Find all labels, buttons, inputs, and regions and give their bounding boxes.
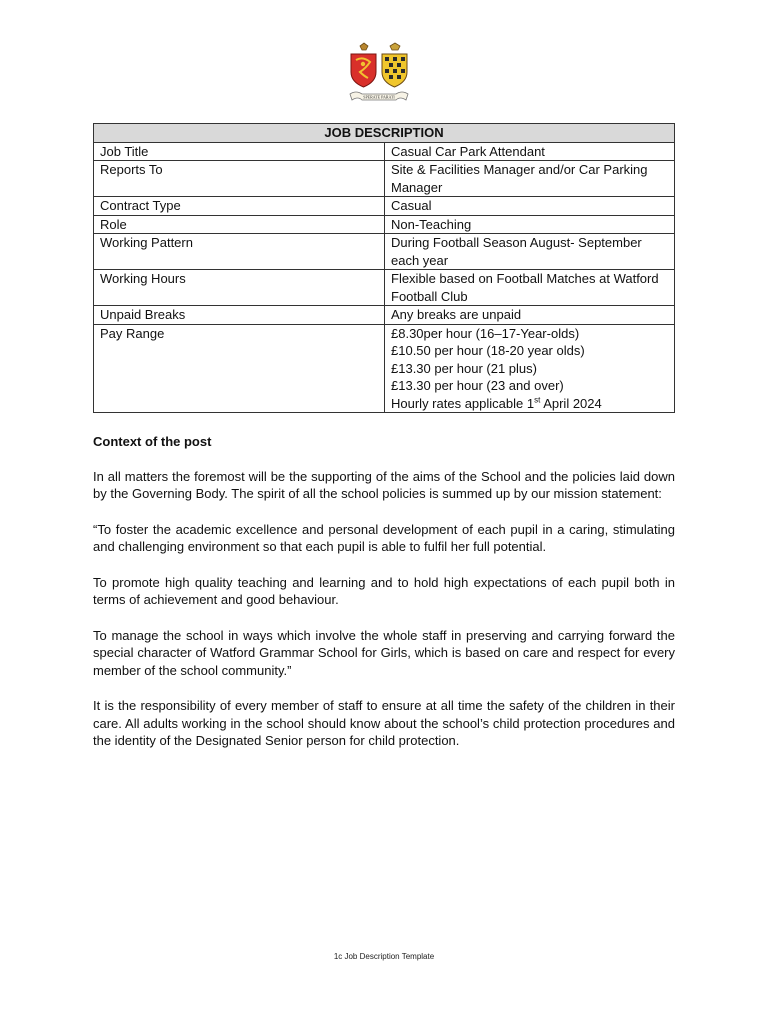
row-value-reports-to: Site & Facilities Manager and/or Car Parking Manager <box>385 161 675 197</box>
row-label-pay-range: Pay Range <box>94 324 385 413</box>
pay-rate-line: £13.30 per hour (21 plus) <box>391 360 537 376</box>
row-value-job-title: Casual Car Park Attendant <box>385 142 675 161</box>
table-row <box>94 197 675 216</box>
context-heading: Context of the post <box>93 434 212 449</box>
school-crest-logo <box>348 42 410 104</box>
table-row <box>94 324 675 413</box>
context-paragraph: In all matters the foremost will be the supporting of the aims of the School and the policies laid down by the Governing Body. The spirit of all the school policies is summed up by our mission statement: <box>93 468 675 501</box>
pay-rate-line: £10.50 per hour (18-20 year olds) <box>391 343 585 358</box>
footer-text: 1c Job Description Template <box>333 952 435 961</box>
table-row <box>94 161 675 197</box>
pay-effective-prefix: Hourly rates applicable 1 <box>391 395 535 411</box>
row-value-unpaid-breaks: Any breaks are unpaid <box>385 306 675 325</box>
table-header: JOB DESCRIPTION <box>94 124 675 143</box>
context-paragraph: “To foster the academic excellence and personal development of each pupil in a caring, stimulating and challenging environment so that each pupil is able to fulfil her full potential. <box>93 521 675 554</box>
pay-rate-line: £8.30per hour (16–17-Year-olds) <box>391 325 580 341</box>
crest-icon <box>348 42 410 104</box>
table-row <box>94 215 675 234</box>
row-value-working-pattern: During Football Season August- September each year <box>385 234 675 270</box>
row-label-role: Role <box>94 215 385 234</box>
table-row <box>94 306 675 325</box>
pay-effective-suffix: April 2024 <box>540 395 602 411</box>
crest-motto: SPERATE PARATI <box>363 94 395 100</box>
row-label-unpaid-breaks: Unpaid Breaks <box>94 306 385 325</box>
row-label-contract-type: Contract Type <box>94 197 385 216</box>
row-value-role: Non-Teaching <box>385 215 675 234</box>
context-section <box>93 433 675 768</box>
row-value-pay-range <box>385 324 675 413</box>
row-label-reports-to: Reports To <box>94 161 385 197</box>
row-label-working-pattern: Working Pattern <box>94 234 385 270</box>
row-value-working-hours: Flexible based on Football Matches at Watford Football Club <box>385 270 675 306</box>
job-description-table <box>93 123 675 413</box>
pay-effective-sup: st <box>534 395 541 405</box>
row-value-contract-type: Casual <box>385 197 675 216</box>
table-row <box>94 142 675 161</box>
table-row <box>94 234 675 270</box>
pay-effective-date <box>391 395 668 413</box>
context-paragraph: To promote high quality teaching and learning and to hold high expectations of each pupil both in terms of achievement and good behaviour. <box>93 574 675 607</box>
context-paragraph: To manage the school in ways which involve the whole staff in preserving and carrying forward the special character of Watford Grammar School for Girls, which is based on care and respect for every member of the school community.” <box>93 627 675 678</box>
row-label-job-title: Job Title <box>94 142 385 161</box>
context-paragraph: It is the responsibility of every member of staff to ensure at all time the safety of the children in their care. All adults working in the school should know about the school’s child protection procedures and the identity of the Designated Senior person for child protection. <box>93 698 675 748</box>
row-label-working-hours: Working Hours <box>94 270 385 306</box>
table-row <box>94 270 675 306</box>
pay-rate-line: £13.30 per hour (23 and over) <box>391 378 564 393</box>
